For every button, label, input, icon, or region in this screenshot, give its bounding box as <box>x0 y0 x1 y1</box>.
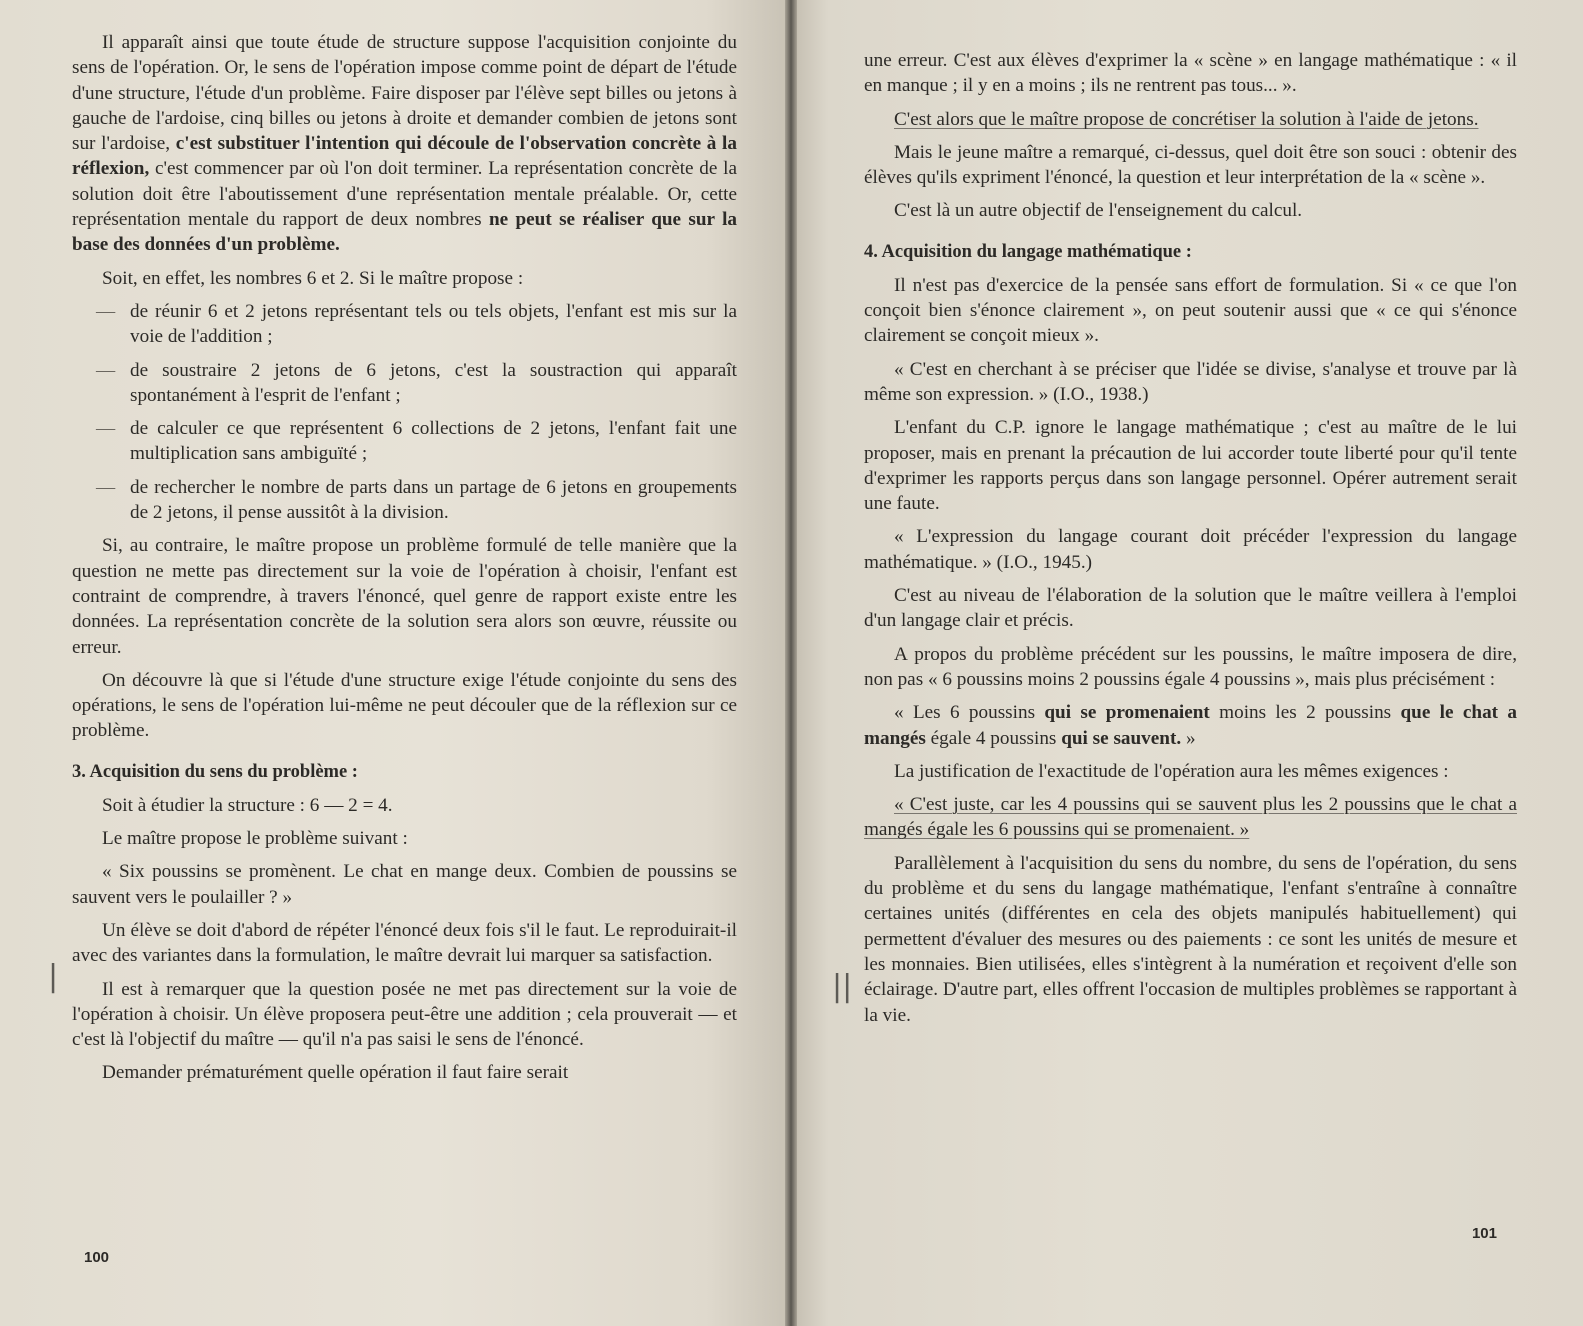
quote-paragraph: « C'est juste, car les 4 poussins qui se sauvent plus les 2 poussins que le chat a mangés égale les 6 poussins qui se promenaient. » <box>864 794 1517 841</box>
book-gutter <box>785 0 797 1326</box>
paragraph: Il n'est pas d'exercice de la pensée sans effort de formulation. Si « ce que l'on conçoit bien s'énonce clairement », on peut soutenir aussi que « ce qui s'énonce clairement se conçoit mieux ». <box>864 274 1517 347</box>
paragraph: Il est à remarquer que la question posée ne met pas directement sur la voie de l'opération à choisir. Un élève proposera peut-être une addition ; cela prouverait — et c'est là l'objectif du maître — qu'il n'a pas saisi le sens de l'énoncé. <box>72 978 737 1051</box>
paragraph: A propos du problème précédent sur les poussins, le maître imposera de dire, non pas « 6 poussins moins 2 poussins égale 4 poussins », mais plus précisément : <box>864 643 1517 690</box>
paragraph: Demander prématurément quelle opération il faut faire serait <box>102 1062 569 1084</box>
paragraph: Mais le jeune maître a remarqué, ci-dessus, quel doit être son souci : obtenir des élèves qu'ils expriment l'énoncé, la question et leur interprétation de la « scène ». <box>864 141 1517 189</box>
paragraph: C'est là un autre objectif de l'enseignement du calcul. <box>894 200 1303 222</box>
paragraph: La justification de l'exactitude de l'opération aura les mêmes exigences : <box>894 760 1449 782</box>
paragraph: On découvre là que si l'étude d'une structure exige l'étude conjointe du sens des opérations, le sens de l'opération lui-même ne peut découler que de la réflexion sur ce problème. <box>72 669 737 742</box>
paragraph: L'enfant du C.P. ignore le langage mathématique ; c'est au maître de le lui proposer, mais en prenant la précaution de lui accorder toute liberté pour qu'il tente d'exprimer les rapports perçus dans son langage personnel. Opérer autrement serait une faute. <box>864 417 1517 515</box>
quote-paragraph: « Six poussins se promènent. Le chat en mange deux. Combien de poussins se sauvent vers le poulailler ? » <box>72 861 737 908</box>
quote-paragraph: « Les 6 poussins qui se promenaient moins les 2 poussins que le chat a mangés égale 4 poussins qui se sauvent. » <box>864 702 1517 749</box>
paragraph: Un élève se doit d'abord de répéter l'énoncé deux fois s'il le faut. Le reproduirait-il avec des variantes dans la formulation, le maître devrait lui marquer sa satisfaction. <box>72 919 737 967</box>
list-item: — de rechercher le nombre de parts dans un partage de 6 jetons en groupements de 2 jetons, il pense aussitôt à la division. <box>72 475 737 526</box>
paragraph: Soit, en effet, les nombres 6 et 2. Si le maître propose : <box>102 267 524 289</box>
quote-paragraph: « L'expression du langage courant doit précéder l'expression du langage mathématique. » (I.O., 1945.) <box>864 526 1517 573</box>
dash-list <box>72 299 737 525</box>
page-number: 100 <box>84 1248 110 1266</box>
paragraph: Soit à étudier la structure : 6 — 2 = 4. <box>102 794 393 816</box>
right-page <box>797 0 1583 1326</box>
paragraph: Parallèlement à l'acquisition du sens du nombre, du sens de l'opération, du sens du problème et du sens du langage mathématique, l'enfant s'entraîne à connaître certaines unités (différentes en cela des objets manipulés habituellement) qui permettent d'évaluer des mesures ou des paiements : ce sont les unités de mesure et les monnaies. Bien utilisées, elles s'intègrent à la numération et reçoivent d'elle son éclairage. D'autre part, elles offrent l'occasion de multiples problèmes se rapportant à la vie. <box>864 852 1517 1026</box>
section-heading: 3. Acquisition du sens du problème : <box>72 761 358 782</box>
section-heading: 4. Acquisition du langage mathématique : <box>864 241 1192 262</box>
margin-pencil-mark: | <box>48 959 59 994</box>
page-number: 101 <box>1471 1224 1497 1242</box>
list-item: — de soustraire 2 jetons de 6 jetons, c'est la soustraction qui apparaît spontanément à l'esprit de l'enfant ; <box>72 358 737 409</box>
paragraph: une erreur. C'est aux élèves d'exprimer la « scène » en langage mathématique : « il en manque ; il y en a moins ; ils ne rentrent pas tous... ». <box>864 50 1517 97</box>
paragraph: Si, au contraire, le maître propose un problème formulé de telle manière que la question ne mette pas directement sur la voie de l'opération à choisir, l'enfant est contraint de comprendre, à travers l'énoncé, quel genre de rapport existe entre les données. La représentation concrète de la solution sera alors son œuvre, réussite ou erreur. <box>72 535 737 658</box>
list-item: — de calculer ce que représentent 6 collections de 2 jetons, l'enfant fait une multiplication sans ambiguïté ; <box>72 416 737 467</box>
left-page <box>0 0 785 1326</box>
quote-paragraph: « C'est en cherchant à se préciser que l'idée se divise, s'analyse et trouve par là même son expression. » (I.O., 1938.) <box>864 358 1517 405</box>
margin-pencil-mark: || <box>832 969 853 1004</box>
paragraph: C'est alors que le maître propose de concrétiser la solution à l'aide de jetons. <box>894 108 1479 130</box>
list-item: — de réunir 6 et 2 jetons représentant tels ou tels objets, l'enfant est mis sur la voie de l'addition ; <box>72 299 737 350</box>
paragraph: C'est au niveau de l'élaboration de la solution que le maître veillera à l'emploi d'un langage clair et précis. <box>864 585 1517 632</box>
paragraph: Le maître propose le problème suivant : <box>102 828 408 850</box>
paragraph: Il apparaît ainsi que toute étude de structure suppose l'acquisition conjointe du sens de l'opération. Or, le sens de l'opération impose comme point de départ de l'étude d'une structure, l'étude d'un problème. Faire disposer par l'élève sept billes ou jetons à gauche de l'ardoise, cinq billes ou jetons à droite et demander combien de jetons sont sur l'ardoise, c'est substituer l'intention qui découle de l'observation concrète à la réflexion, c'est commencer par où l'on doit terminer. La représentation concrète de la solution doit être l'aboutissement d'une représentation mentale préalable. Or, cette représentation mentale du rapport de deux nombres ne peut se réaliser que sur la base des données d'un problème. <box>72 32 738 256</box>
